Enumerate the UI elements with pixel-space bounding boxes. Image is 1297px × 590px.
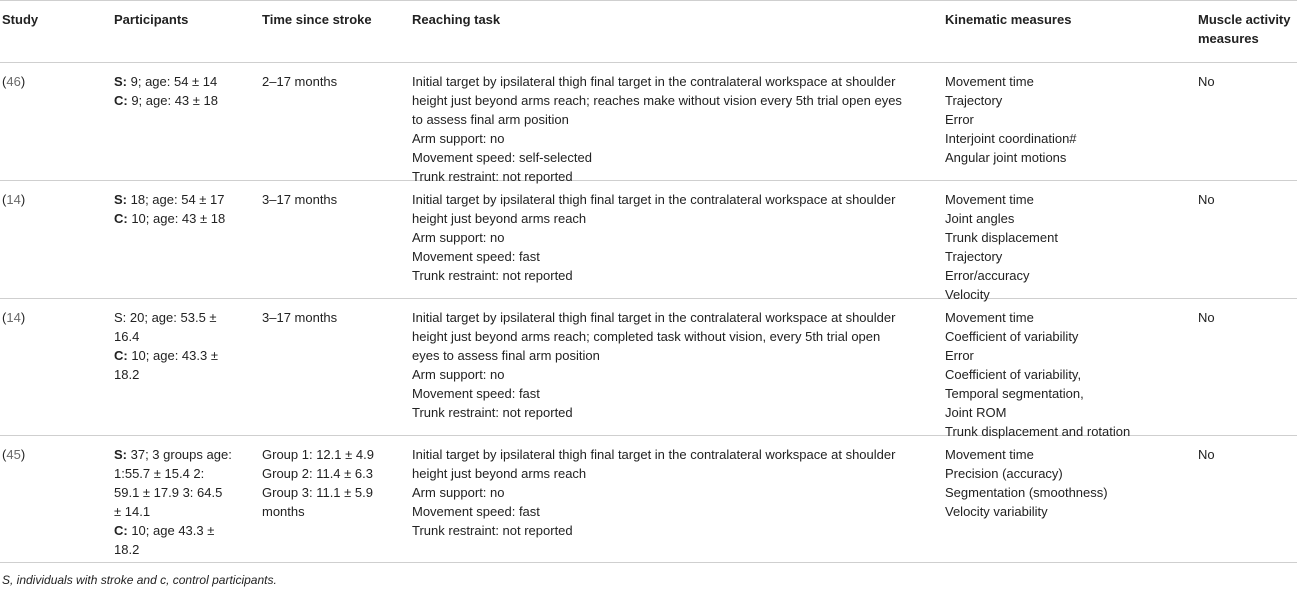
cell-task [412,299,945,436]
task-line: Arm support: no [412,485,505,500]
value-s: 37; 3 groups age: [127,447,232,462]
task-line: Trunk restraint: not reported [412,268,573,283]
participants-c [114,91,262,110]
value-c: 9; age: 43 ± 18 [127,93,218,108]
paren-close: ) [20,310,26,325]
cell-time [262,436,412,563]
task-line: Movement speed: fast [412,386,540,401]
task-line: Movement speed: fast [412,249,540,264]
table-row [0,436,1297,563]
value-s: 18; age: 54 ± 17 [127,192,225,207]
kinematic-item: Error/accuracy [945,268,1030,283]
cell-time [262,63,412,181]
study-ref-link[interactable]: 14 [6,310,21,325]
task-line: Trunk restraint: not reported [412,523,573,538]
value-c: 10; age: 43.3 ± [127,348,218,363]
task-line: Arm support: no [412,230,505,245]
participants-s [114,190,262,209]
label-c: C: [114,211,128,226]
cell-participants [114,63,262,181]
kinematic-item: Coefficient of variability, [945,367,1082,382]
kinematic-item: Trajectory [945,249,1003,264]
label-s: S: [114,74,127,89]
task-line: height just beyond arms reach [412,211,587,226]
participants-s-cont: 1:55.7 ± 15.4 2: [114,466,205,481]
participants-c [114,209,262,228]
label-s: S: [114,192,127,207]
cell-time [262,181,412,299]
cell-task [412,63,945,184]
kinematic-item: Angular joint motions [945,150,1067,165]
value-c: 10; age: 43 ± 18 [127,211,226,226]
kinematic-item: Coefficient of variability [945,329,1079,344]
table-row [0,181,1297,299]
time-line: Group 3: 11.1 ± 5.9 [262,485,373,500]
paren-close: ) [20,447,26,462]
participants-s: S: 20; age: 53.5 ± [114,310,217,325]
cell-kinematic [945,63,1198,181]
cell-study [0,63,114,181]
kinematic-item: Interjoint coordination# [945,131,1077,146]
header-participants: Participants [114,1,262,63]
cell-kinematic [945,436,1198,563]
cell-participants [114,181,262,299]
cell-participants [114,436,262,563]
study-ref-link[interactable]: 45 [6,447,21,462]
task-line: Movement speed: self-selected [412,150,592,165]
header-row [0,1,1297,63]
header-kinematic: Kinematic measures [945,1,1198,63]
table-footnote: S, individuals with stroke and c, control participants. [2,573,277,587]
cell-task [412,181,945,299]
study-ref-link[interactable]: 14 [6,192,21,207]
kinematic-item: Velocity [945,287,990,302]
cell-muscle [1198,299,1297,436]
time-line: 3–17 months [262,310,338,325]
label-c: C: [114,523,128,538]
kinematic-item: Segmentation (smoothness) [945,485,1108,500]
task-line: Initial target by ipsilateral thigh final target in the contralateral workspace at shoulder [412,310,896,325]
kinematic-item: Movement time [945,310,1034,325]
participants-c-cont: 18.2 [114,367,140,382]
cell-participants [114,299,262,436]
cell-kinematic [945,299,1198,439]
kinematic-item: Error [945,348,974,363]
kinematic-item: Trajectory [945,93,1003,108]
label-s: S: [114,447,127,462]
cell-study [0,299,114,436]
time-line: 2–17 months [262,74,338,89]
header-muscle [1198,1,1297,63]
kinematic-item: Trunk displacement and rotation [945,424,1131,439]
kinematic-item: Movement time [945,74,1034,89]
kinematic-item: Joint angles [945,211,1015,226]
cell-kinematic [945,181,1198,302]
participants-s-cont: 16.4 [114,329,140,344]
participants-c [114,346,262,365]
participants-s [114,445,262,464]
paren-open: ( [2,192,7,207]
header-muscle-line1: Muscle activity [1198,12,1291,27]
muscle-value: No [1198,192,1215,207]
cell-muscle [1198,181,1297,299]
paren-close: ) [20,74,26,89]
task-line: Trunk restraint: not reported [412,405,573,420]
task-line: Initial target by ipsilateral thigh final target in the contralateral workspace at shoulder [412,192,896,207]
muscle-value: No [1198,310,1215,325]
label-c: C: [114,348,128,363]
task-line: Initial target by ipsilateral thigh final target in the contralateral workspace at shoulder [412,447,896,462]
task-line: Movement speed: fast [412,504,540,519]
muscle-value: No [1198,74,1215,89]
time-line: Group 2: 11.4 ± 6.3 [262,466,373,481]
cell-muscle [1198,436,1297,563]
cell-time [262,299,412,436]
task-line: height just beyond arms reach; reaches make without vision every 5th trial open eyes [412,93,902,108]
task-line: height just beyond arms reach [412,466,587,481]
kinematic-item: Trunk displacement [945,230,1058,245]
header-task: Reaching task [412,1,945,63]
task-line: Trunk restraint: not reported [412,169,573,184]
participants-s-cont: ± 14.1 [114,504,151,519]
kinematic-item: Movement time [945,192,1034,207]
kinematic-item: Temporal segmentation, [945,386,1084,401]
header-study: Study [0,1,114,63]
participants-s-cont: 59.1 ± 17.9 3: 64.5 [114,485,223,500]
task-line: height just beyond arms reach; completed task without vision, every 5th trial open [412,329,881,344]
cell-muscle [1198,63,1297,181]
cell-study [0,181,114,299]
task-line: Initial target by ipsilateral thigh final target in the contralateral workspace at shoulder [412,74,896,89]
table-row [0,299,1297,436]
task-line: to assess final arm position [412,112,569,127]
kinematic-item: Movement time [945,447,1034,462]
cell-study [0,436,114,563]
kinematic-item: Joint ROM [945,405,1007,420]
table-row [0,63,1297,181]
participants-c-cont: 18.2 [114,542,140,557]
label-c: C: [114,93,128,108]
paren-close: ) [20,192,26,207]
kinematic-item: Velocity variability [945,504,1048,519]
paren-open: ( [2,74,7,89]
study-ref-link[interactable]: 46 [6,74,21,89]
paren-open: ( [2,447,7,462]
header-muscle-line2: measures [1198,31,1259,46]
paren-open: ( [2,310,7,325]
kinematic-item: Error [945,112,974,127]
header-time: Time since stroke [262,1,412,63]
time-line: 3–17 months [262,192,338,207]
participants-c [114,521,262,540]
participants-s [114,72,262,91]
task-line: Arm support: no [412,367,505,382]
muscle-value: No [1198,447,1215,462]
value-c: 10; age 43.3 ± [127,523,215,538]
kinematic-item: Precision (accuracy) [945,466,1063,481]
time-line: months [262,504,305,519]
task-line: eyes to assess final arm position [412,348,600,363]
task-line: Arm support: no [412,131,505,146]
time-line: Group 1: 12.1 ± 4.9 [262,447,374,462]
cell-task [412,436,945,563]
value-s: 9; age: 54 ± 14 [127,74,218,89]
